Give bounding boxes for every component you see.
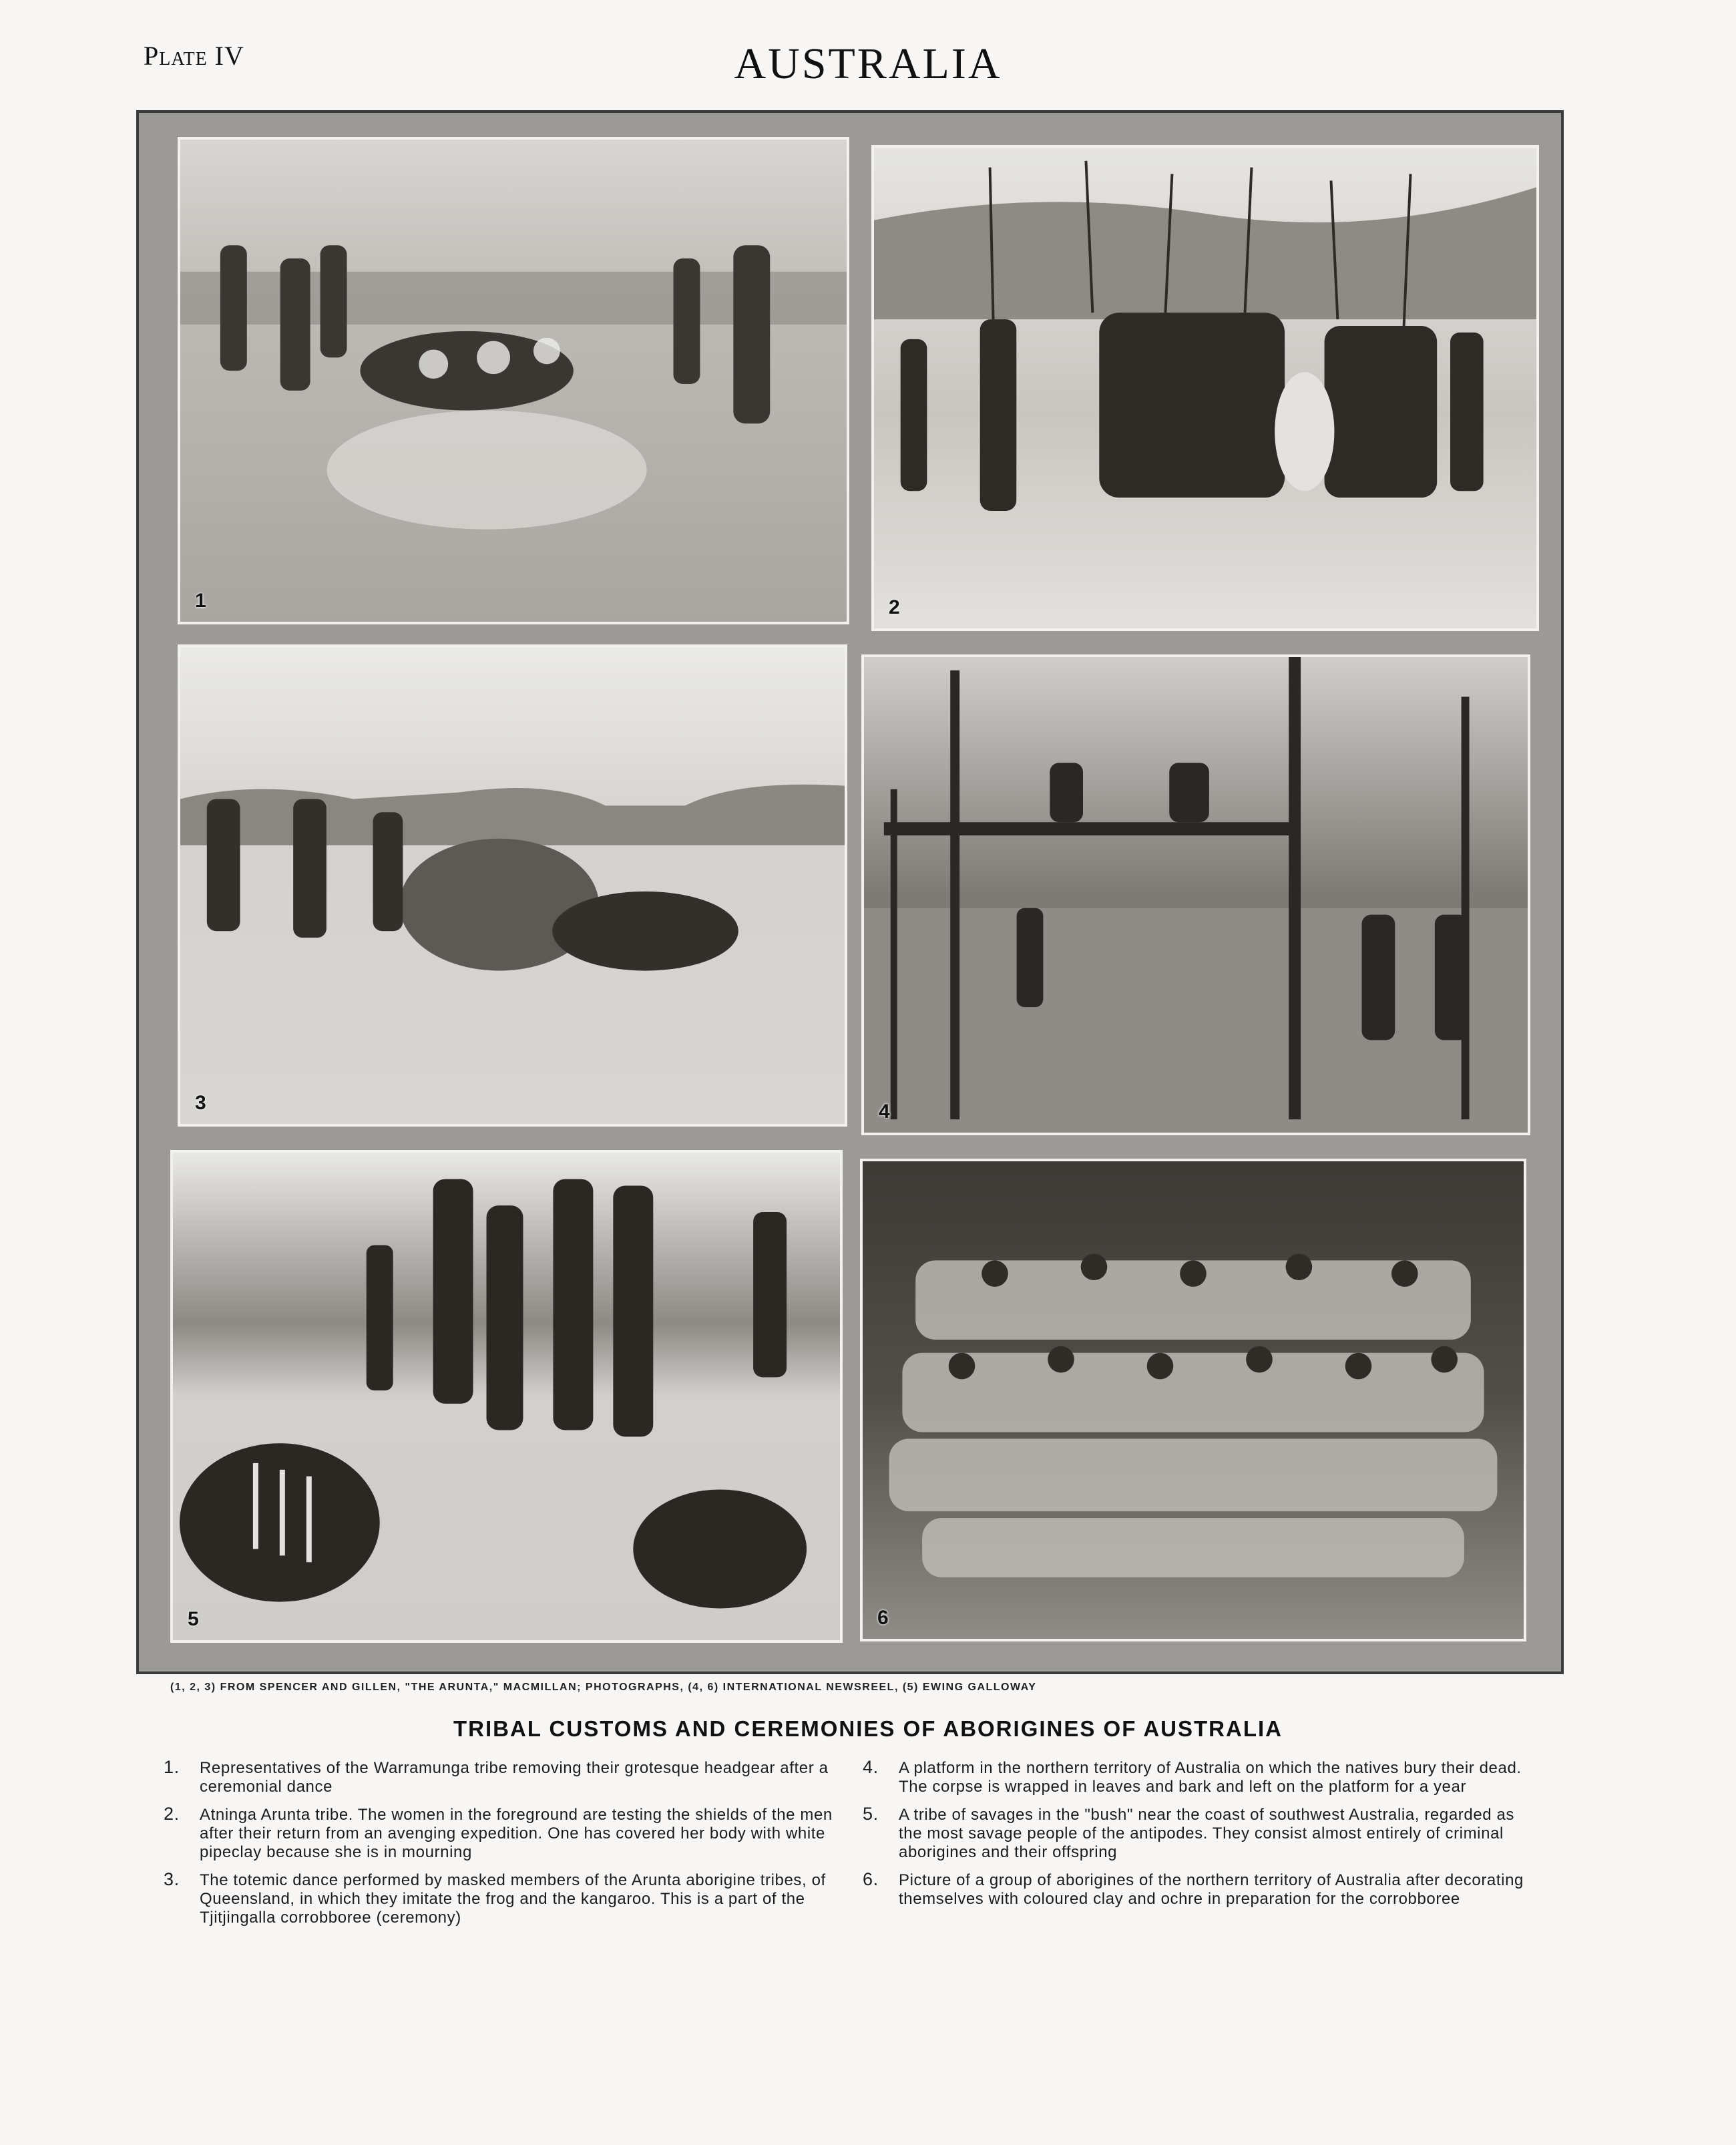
plate-label: Plate IV [144,41,244,71]
photo-1 [178,137,849,624]
photo-2-number: 2 [889,596,900,618]
caption-number: 3. [164,1869,180,1889]
photo-6 [860,1159,1526,1641]
caption-text: Picture of a group of aborigines of the northern territory of Australia after decorating themselves with coloured clay and ochre in preparation for the corrobboree [899,1871,1524,1908]
captions-title: TRIBAL CUSTOMS AND CEREMONIES OF ABORIGINES OF AUSTRALIA [453,1716,1283,1741]
photo-3-number: 3 [195,1092,206,1114]
photo-3 [178,644,847,1127]
caption-number: 5. [863,1804,879,1824]
photo-6-number: 6 [877,1607,889,1629]
captions-right-column [863,1758,1537,1917]
caption-5 [863,1804,1537,1862]
caption-text: The totemic dance performed by masked members of the Arunta aborigine tribes, of Queensland, in which they imitate the frog and the kangaroo. This is a part of the Tjitjingalla corrobboree (ceremony) [200,1871,826,1927]
photo-4 [861,654,1530,1135]
photo-5 [170,1150,843,1643]
photo-credit: (1, 2, 3) FROM SPENCER AND GILLEN, "THE ARUNTA," MACMILLAN; PHOTOGRAPHS, (4, 6) INTERNATIONAL NEWSREEL, (5) EWING GALLOWAY [170,1682,1037,1693]
caption-1 [164,1758,838,1796]
caption-2 [164,1804,838,1862]
photo-3-image [180,647,845,1124]
photo-6-image [863,1161,1524,1639]
caption-text: A platform in the northern territory of Australia on which the natives bury their dead. The corpse is wrapped in leaves and bark and left on the platform for a year [899,1759,1522,1796]
caption-number: 4. [863,1757,879,1777]
photo-2 [871,145,1539,631]
caption-6 [863,1870,1537,1909]
page-title: AUSTRALIA [734,39,1002,88]
photo-5-number: 5 [188,1608,199,1630]
caption-text: Representatives of the Warramunga tribe removing their grotesque headgear after a ceremonial dance [200,1759,829,1796]
photo-4-number: 4 [879,1101,890,1123]
caption-4 [863,1758,1537,1796]
photo-5-image [173,1153,840,1640]
photo-1-image [180,140,847,622]
caption-text: A tribe of savages in the "bush" near the coast of southwest Australia, regarded as the most savage people of the antipodes. They consist almost entirely of criminal aborigines and their offspring [899,1806,1515,1861]
photo-2-image [874,148,1536,628]
caption-3 [164,1870,838,1927]
caption-text: Atninga Arunta tribe. The women in the foreground are testing the shields of the men after their return from an avenging expedition. One has covered her body with white pipeclay because she is in mourning [200,1806,833,1861]
caption-number: 6. [863,1869,879,1889]
caption-number: 2. [164,1804,180,1824]
photo-4-image [864,657,1528,1133]
caption-number: 1. [164,1757,180,1777]
captions-left-column [164,1758,838,1935]
photo-1-number: 1 [195,590,206,612]
